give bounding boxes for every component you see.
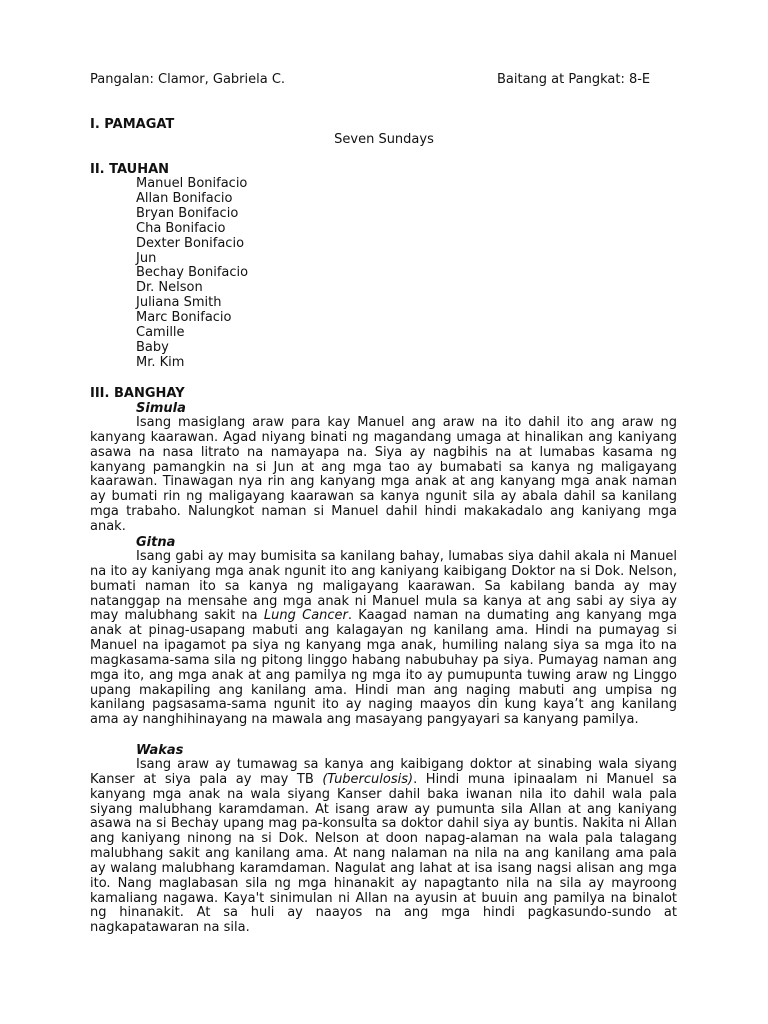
list-item: Bryan Bonifacio — [136, 205, 239, 221]
list-item: Bechay Bonifacio — [136, 265, 249, 281]
plot-heading: III. BANGHAY — [90, 386, 185, 401]
list-item: Dr. Nelson — [136, 280, 203, 296]
wakas-text-after: . Hindi muna ipinaalam ni Manuel sa kanyang mga anak na wala siyang Kanser dahil baka iwanan nila ito dahil wala pala siyang malubhang karamdaman. At isang araw ay pumunta sila Allan at ang kaniyang asawa na si Bechay upang mag pa-konsulta sa doktor dahil siya ay buntis. Nakita ni Allan ang kaniyang ninong na si Dok. Nelson at doon napag-alaman na wala pala talagang malubhang sakit ang kanilang ama. At nang nalaman na nila na ang kanilang ama pala ay walang malubhang karamdaman. Nagulat ang lahat at isa isang nagsi alisan ang mga ito. Nang maglabasan sila ng mga hinanakit ay napagtanto nila na sila ay mayroong kamaliang nagawa. Kaya't sinimulan ni Allan na ayusin at buuin ang pamilya na binalot ng hinanakit. At sa huli ay naayos na ang mga hindi pagkasundo-sundo at nagkapatawaran na sila. — [90, 771, 677, 936]
gitna-label: Gitna — [136, 535, 176, 550]
gitna-paragraph — [90, 550, 677, 728]
story-title: Seven Sundays — [334, 132, 434, 147]
wakas-paragraph — [90, 758, 677, 936]
simula-paragraph: Isang masiglang araw para kay Manuel ang araw na ito dahil ito ang araw ng kanyang kaarawan. Agad niyang binati ng magandang umaga at hinalikan ang kaniyang asawa na nasa litrato na namayapa na. Siya ay nagbihis na at lumabas kasama ng kanyang pamangkin na si Jun at ang mga tao ay bumabati sa kanya ng maligayang kaarawan. Tinawagan nya rin ang kanyang mga anak at ang kanyang mga anak naman ay bumati rin ng maligayang kaarawan sa kanya ngunit sila ay abala dahil sa kanilang mga trabaho. Nalungkot naman si Manuel dahil hindi makakadalo ang kaniyang mga anak. — [90, 415, 677, 534]
list-item: Mr. Kim — [136, 354, 185, 370]
wakas-emphasis: (Tuberculosis) — [322, 771, 414, 787]
list-item: Allan Bonifacio — [136, 190, 233, 206]
list-item: Dexter Bonifacio — [136, 235, 245, 251]
title-heading: I. PAMAGAT — [90, 117, 175, 132]
gitna-emphasis: Lung Cancer — [263, 608, 348, 624]
header-line — [90, 72, 678, 88]
student-name: Pangalan: Clamor, Gabriela C. — [90, 72, 286, 87]
grade-section: Baitang at Pangkat: 8-E — [497, 72, 651, 87]
list-item: Manuel Bonifacio — [136, 176, 248, 191]
characters-heading: II. TAUHAN — [90, 162, 170, 177]
wakas-text-before: Isang araw ay tumawag sa kanya ang kaibigang doktor at sinabing wala siyang Kanser at siya pala ay may TB — [90, 757, 677, 787]
gitna-text-after: . Kaagad naman na dumating ang kanyang mga anak at pinag-usapang mabuti ang kalagayan ng kanilang ama. Hindi na pumayag si Manuel na ipagamot pa siya ng kanyang mga anak, humiling nalang siya sa mga ito na magkasama-sama sila ng pitong linggo habang nabubuhay pa siya. Pumayag naman ang mga ito, ang mga anak at ang pamilya ng mga ito ay pumupunta tuwing araw ng Linggo upang makapiling ang kanilang ama. Hindi man ang naging mabuti ang umpisa ng kanilang pagsasama-sama ngunit ito ay naging maayos din kung kaya’t ang kanilang ama ay nanghihinayang na mawala ang masayang pangyayari sa kanyang pamilya. — [90, 608, 678, 728]
simula-label: Simula — [136, 401, 186, 416]
gitna-text-before: Isang gabi ay may bumisita sa kanilang bahay, lumabas siya dahil akala ni Manuel na ito ay kaniyang mga anak ngunit ito ang kaniyang kaibigang Doktor na si Dok. Nelson, bumati naman ito sa kanya ng maligayang kaarawan. Sa kabilang banda ay may natanggap na mensahe ang mga anak ni Manuel mula sa kanya at ang sabi ay siya ay may malubhang sakit na — [90, 549, 677, 624]
list-item: Camille — [136, 325, 185, 341]
list-item: Jun — [136, 250, 157, 266]
list-item: Marc Bonifacio — [136, 310, 232, 326]
character-list — [136, 177, 248, 371]
list-item: Cha Bonifacio — [136, 220, 226, 236]
list-item: Baby — [136, 339, 169, 355]
wakas-label: Wakas — [136, 743, 184, 758]
list-item: Juliana Smith — [136, 295, 222, 311]
